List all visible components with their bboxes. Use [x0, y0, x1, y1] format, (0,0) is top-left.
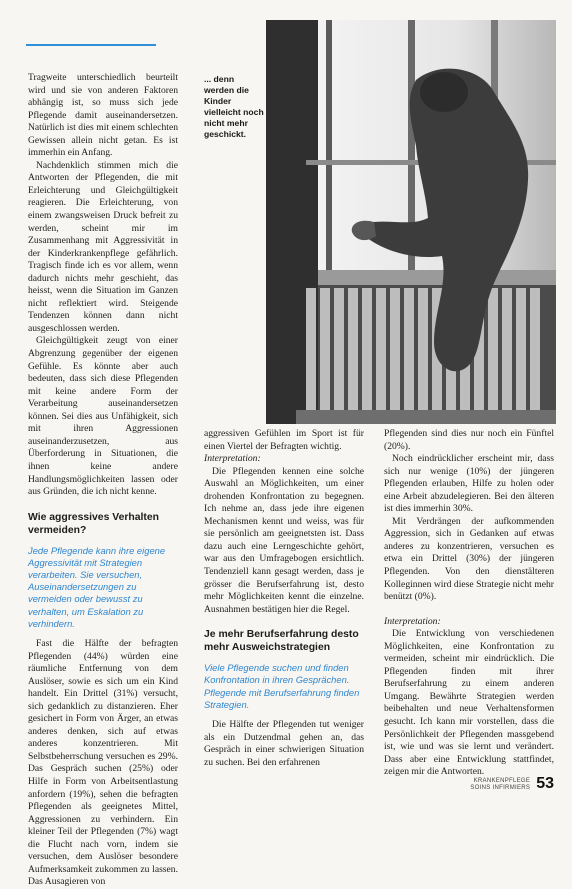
- paragraph: Nachdenklich stimmen mich die Antworten der Pflegenden, die mit Erleichterung und Gleichgültigkeit reagieren. Die Erleichterung, von einem zwangsweisen Druck befreit zu werden, scheint mir im Zusammenhang mit Aggressivität in der Kinderkrankenpflege gefährlich. Tragisch finde ich es vor allem, wenn dadurch nichts mehr geschieht, das heisst, wenn die Situation im Ganzen nicht reflektiert wird. Steigende Tendenzen können dann nicht ausgeschlossen werden.: [28, 159, 178, 334]
- column-1: [28, 72, 178, 888]
- paragraph: Tragweite unterschiedlich beurteilt wird und sie von anderen Faktoren abhängig ist, so muss sich jede Pflegende damit auseinandersetzen. Natürlich ist dies mit einem schlechten Gewissen allein nicht getan. Es ist immerhin ein Anfang.: [28, 72, 178, 159]
- section-heading: Je mehr Berufserfahrung desto mehr Ausweichstrategien: [204, 629, 359, 654]
- photo-illustration: [266, 20, 556, 424]
- paragraph: aggressiven Gefühlen im Sport ist für einen Viertel der Befragten wichtig.: [204, 428, 364, 452]
- paragraph: Pflegenden sind dies nur noch ein Fünftel (20%).: [384, 428, 554, 452]
- magazine-name-line: KRANKENPFLEGE: [473, 778, 531, 784]
- paragraph: Die Entwicklung von verschiedenen Möglichkeiten, eine Konfrontation zu vermeiden, scheint mir eindrücklich. Die Pflegenden finden mit ihrer Berufserfahrung zu einem anderen Umgang. Bewährte Strategien werden beibehalten und neue Verhaltensformen gesucht. Ich kann mir vorstellen, dass die Persönlichkeit der Pflegenden massgebend ist, wie und was sie lernt und verändert. Dass aber eine Entwicklung stattfindet, zeigen mir die Antworten.: [384, 628, 554, 778]
- photo-caption: ... denn werden die Kinder vielleicht noch nicht mehr geschickt.: [204, 74, 264, 139]
- section-heading: Wie aggressives Verhalten vermeiden?: [28, 511, 160, 536]
- section-lead: Viele Pflegende suchen und finden Konfrontation in ihren Gesprächen. Pflegende mit Berufserfahrung finden Strategien.: [204, 662, 360, 710]
- column-2: [204, 428, 364, 806]
- paragraph: Gleichgültigkeit zeugt von einer Abgrenzung gegenüber der eigenen Gefühle. Es könnte aber auch bedeuten, dass sich diese Pflegenden mit keine andere Form der Verarbeitung auseinandersetzen können. Sei dies aus Unfähigkeit, sich mit ihren Aggressionen auseinanderzusetzen, aus Überforderung in Situationen, die ihnen keine andere Handlungsmöglichkeiten lassen oder aus Gründen, die ich nicht kenne.: [28, 335, 178, 498]
- interpretation-label: Interpretation:: [384, 615, 441, 627]
- page-footer: [470, 776, 554, 792]
- top-accent-rule: [26, 44, 156, 46]
- paragraph: Die Hälfte der Pflegenden tut weniger als ein Dutzendmal gehen an, das Gespräch in einer schwierigen Situation zu suchen. Bei den erfahrenen: [204, 719, 364, 768]
- column-3: [384, 428, 554, 778]
- paragraph: Mit Verdrängen der aufkommenden Aggression, sich in Gedanken auf etwas anderes zu konzentrieren, versuchen es etwa ein Drittel (30%) der jüngeren Pflegenden. Von den dienstälteren Kolleginnen wird diese Strategie nicht mehr benützt (0%).: [384, 515, 554, 603]
- paragraph: Die Pflegenden kennen eine solche Auswahl an Möglichkeiten, um einer drohenden Konfrontation zu begegnen. Ich nehme an, dass jede ihre eigenen Mechanismen kennt und weiss, was für sie persönlich am geeignetsten ist. Dass dazu auch eine Lerngeschichte gehört, war aus den Umfragebogen ersichtlich. Tendenziell kann gesagt werden, dass je grösser die Berufserfahrung ist, desto mehr Möglichkeiten kennt die einzelne. Ausnahmen bestätigen hier die Regel.: [204, 465, 364, 615]
- paragraph: Noch eindrücklicher erscheint mir, dass sich nur wenige (10%) der jüngeren Pflegenden erlauben, Hilfe zu holen oder eine Arbeit abzudelegieren. Bei den älteren ist dies immerhin 30%.: [384, 453, 554, 515]
- child-radiator-photo: [266, 20, 556, 424]
- interpretation-label: Interpretation:: [204, 453, 261, 465]
- magazine-name-line: SOINS INFIRMIERS: [470, 785, 531, 791]
- page-number: 53: [536, 775, 554, 792]
- magazine-name: [470, 778, 530, 792]
- paragraph: Fast die Hälfte der befragten Pflegenden (44%) würden eine räumliche Entfernung von dem Auslöser, sowie es sich um ein Kind handelt. Ein Drittel (31%) versucht, sich gedanklich zu distanzieren. Eher gesichert in Form von Ärger, an etwas anderes denken, sich auf etwas anderes konzentrieren. Mit Selbstbeherrschung versuchen es 29%. Das Gespräch suchen (25%) oder Hilfe in Form von Arbeitsentlastung anfordern (19%), sehen die befragten Pflegenden als geeignetes Mittel, Aggressionen zu verhindern. Ein kleiner Teil der Pflegenden (7%) wagt die Flucht nach vorn, indem sie versuchen, dem Auslöser besondere Aufmerksamkeit zukommen zu lassen. Das Ausagieren von: [28, 638, 178, 888]
- section-lead: Jede Pflegende kann ihre eigene Aggressivität mit Strategien verarbeiten. Sie versuchen, Auseinandersetzungen zu vermeiden oder bewusst zu verhalten, um Eskalation zu verhindern.: [28, 544, 166, 629]
